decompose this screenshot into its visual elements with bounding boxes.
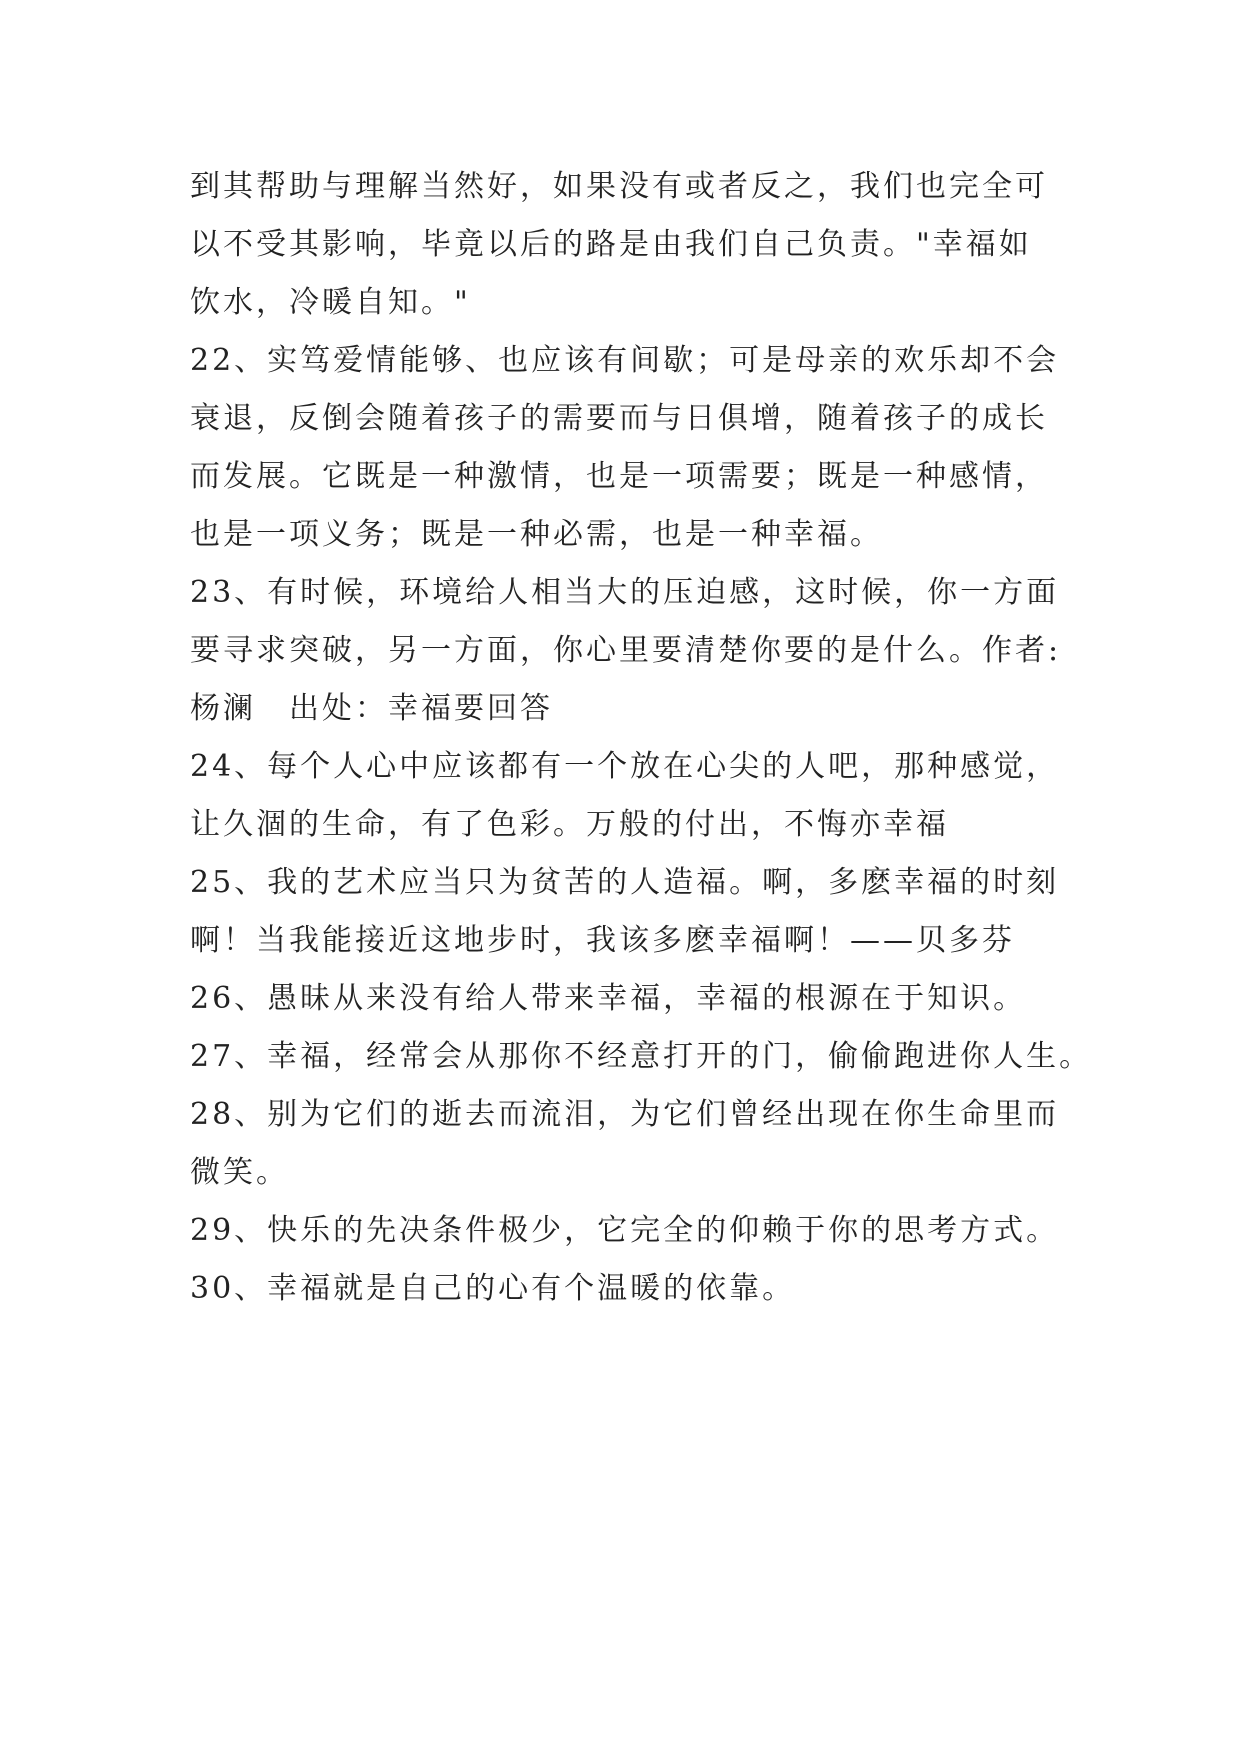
text-line: 衰退，反倒会随着孩子的需要而与日俱增，随着孩子的成长: [190, 401, 1048, 436]
text-line: 也是一项义务；既是一种必需，也是一种幸福。: [190, 517, 883, 552]
text-line: 让久涸的生命，有了色彩。万般的付出，不悔亦幸福: [190, 807, 949, 842]
text-line: 28、别为它们的逝去而流泪，为它们曾经出现在你生命里而: [190, 1097, 1060, 1132]
text-line: 微笑。: [190, 1155, 289, 1190]
text-line: 而发展。它既是一种激情，也是一项需要；既是一种感情，: [190, 459, 1048, 494]
text-line: 24、每个人心中应该都有一个放在心尖的人吧，那种感觉，: [190, 749, 1060, 784]
document-body: [190, 158, 1093, 1318]
text-line: 26、愚昧从来没有给人带来幸福，幸福的根源在于知识。: [190, 981, 1027, 1016]
text-line: 以不受其影响，毕竟以后的路是由我们自己负责。"幸福如: [190, 227, 1032, 262]
text-line: 饮水，冷暖自知。": [190, 285, 471, 320]
text-line: 要寻求突破，另一方面，你心里要清楚你要的是什么。作者:: [190, 633, 1062, 668]
text-line: 27、幸福，经常会从那你不经意打开的门，偷偷跑进你人生。: [190, 1039, 1093, 1074]
text-line: 到其帮助与理解当然好，如果没有或者反之，我们也完全可: [190, 169, 1048, 204]
text-line: 25、我的艺术应当只为贫苦的人造福。啊，多麽幸福的时刻: [190, 865, 1060, 900]
text-line: 29、快乐的先决条件极少，它完全的仰赖于你的思考方式。: [190, 1213, 1060, 1248]
text-line: 30、幸福就是自己的心有个温暖的依靠。: [190, 1271, 796, 1306]
text-line: 杨澜 出处：幸福要回答: [190, 691, 553, 726]
text-line: 22、实笃爱情能够、也应该有间歇；可是母亲的欢乐却不会: [190, 343, 1060, 378]
text-line: 啊！当我能接近这地步时，我该多麽幸福啊！——贝多芬: [190, 923, 1015, 958]
text-line: 23、有时候，环境给人相当大的压迫感，这时候，你一方面: [190, 575, 1060, 610]
